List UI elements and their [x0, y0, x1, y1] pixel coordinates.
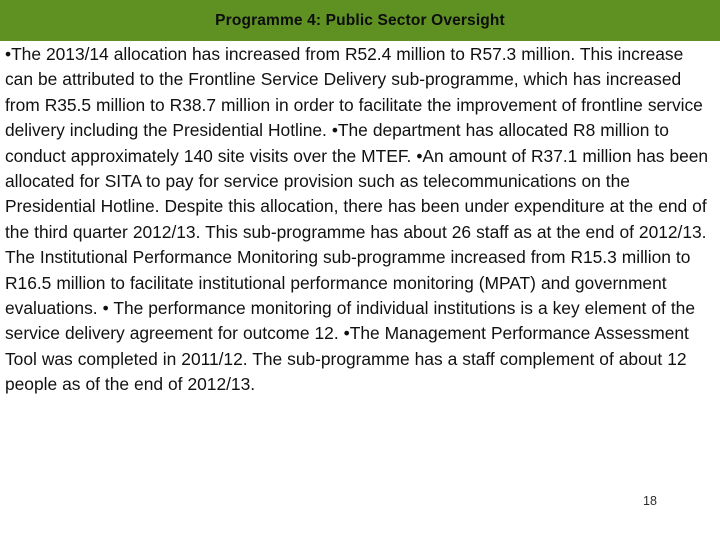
page-number: 18 — [643, 494, 657, 508]
body-paragraph: •The 2013/14 allocation has increased from R52.4 million to R57.3 million. This increase can be attributed to the Frontline Service Delivery sub-programme, which has increased from R35.5 million to R38.7 million in order to facilitate the improvement of frontline service delivery including the Presidential Hotline. •The department has allocated R8 million to conduct approximately 140 site visits over the MTEF. •An amount of R37.1 million has been allocated for SITA to pay for service provision such as telecommunications on the Presidential Hotline. Despite this allocation, there has been under expenditure at the end of the third quarter 2012/13. This sub-programme has about 26 staff as at the end of 2012/13. The Institutional Performance Monitoring sub-programme increased from R15.3 million to R16.5 million to facilitate institutional performance monitoring (MPAT) and government evaluations. • The performance monitoring of individual institutions is a key element of the service delivery agreement for outcome 12. •The Management Performance Assessment Tool was completed in 2011/12. The sub-programme has a staff complement of about 12 people as of the end of 2012/13. — [5, 44, 709, 395]
page-title: Programme 4: Public Sector Oversight — [215, 11, 505, 29]
slide-body — [5, 42, 715, 398]
title-banner — [0, 0, 720, 41]
